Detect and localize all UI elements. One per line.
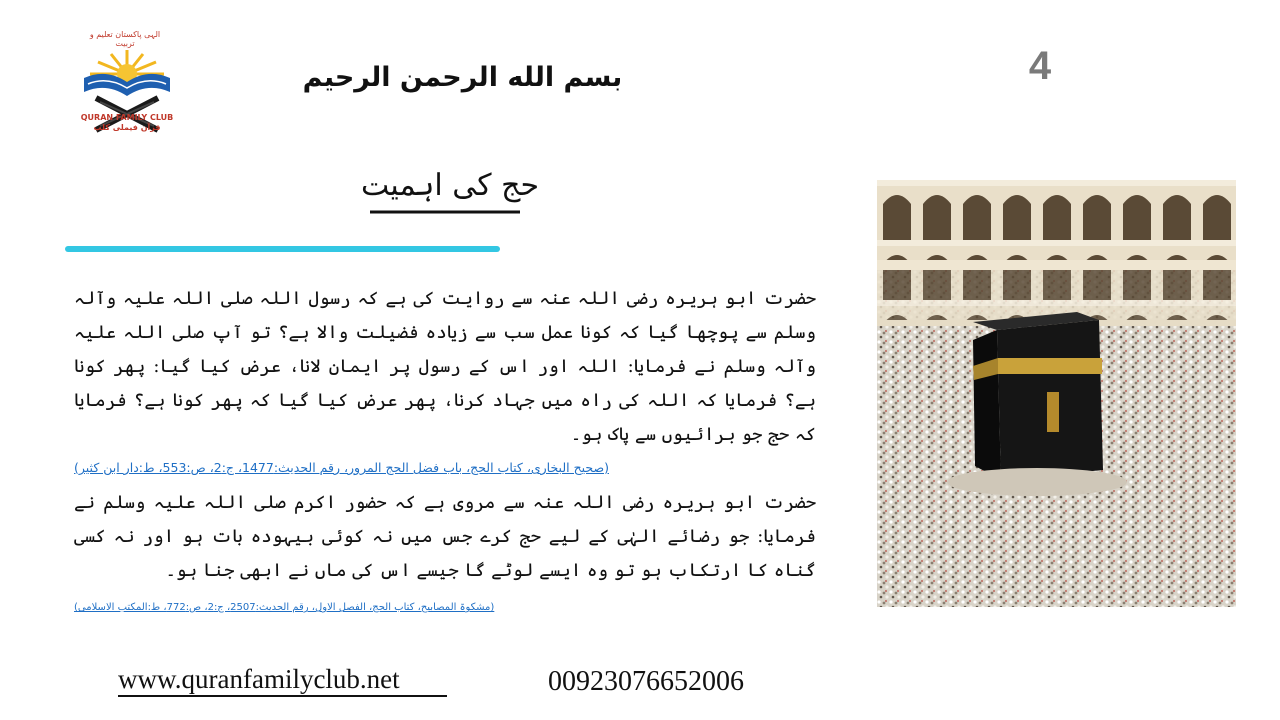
heading-underline bbox=[370, 210, 520, 214]
kaaba-photo bbox=[877, 180, 1236, 607]
bismillah-title: بسم الله الرحمن الرحيم bbox=[302, 62, 623, 93]
hadith-2-text: حضرت ابو ہریرہ رضی اللہ عنہ سے مروی ہے کہ حضور اکرم صلی اللہ علیہ وسلم نے فرمایا: جو رضائے الہٰی کے لیے حج کرے جس میں نہ کوئی بیہودہ بات ہو اور نہ کسی گناہ کا ارتکاب ہو تو وہ ایسے لوٹے گا جیسے اس کی ماں نے ابھی جنا ہو۔ bbox=[74, 492, 816, 581]
accent-divider bbox=[65, 246, 500, 252]
hadith-1-reference[interactable]: (صحیح البخاری، کتاب الحج، باب فضل الحج المرور، رقم الحدیث:1477، ج:2، ص:553، ط:دار ابن کثیر) bbox=[74, 460, 609, 475]
website-link[interactable]: www.quranfamilyclub.net bbox=[118, 664, 400, 694]
logo-top-text: الہی پاکستان تعلیم و تربیت bbox=[89, 30, 161, 48]
logo-name-en: QURAN FAMILY CLUB bbox=[80, 113, 174, 122]
logo-name-ur: قرآن فیملی کلب bbox=[93, 123, 161, 132]
hadith-1-text: حضرت ابو ہریرہ رضی اللہ عنہ سے روایت کی ہے کہ رسول اللہ صلی اللہ علیہ وآلہ وسلم سے پوچھا گیا کہ کونا عمل سب سے زیادہ فضیلت والا ہے؟ تو آپ صلی اللہ علیہ وآلہ وسلم نے فرمایا: اللہ اور اس کے رسول پر ایمان لانا، عرض کیا گیا: پھر کونا ہے؟ فرمایا کہ اللہ کی راہ میں جہاد کرنا، پھر عرض کیا گیا کہ پھر کونا ہے؟ فرمایا کہ حج جو برائیوں سے پاک ہو۔ bbox=[74, 288, 816, 445]
website-underline bbox=[118, 695, 447, 697]
page-heading: حج کی اہمیت bbox=[360, 168, 540, 203]
hadith-2-reference[interactable]: (مشکوۃ المصابیح، کتاب الحج، الفصل الاول، رقم الحدیث:2507، ج:2، ص:772، ط:المکتب الاسلامی) bbox=[74, 602, 495, 613]
phone-number: 00923076652006 bbox=[548, 666, 744, 697]
page-number: 4 bbox=[1028, 44, 1052, 88]
